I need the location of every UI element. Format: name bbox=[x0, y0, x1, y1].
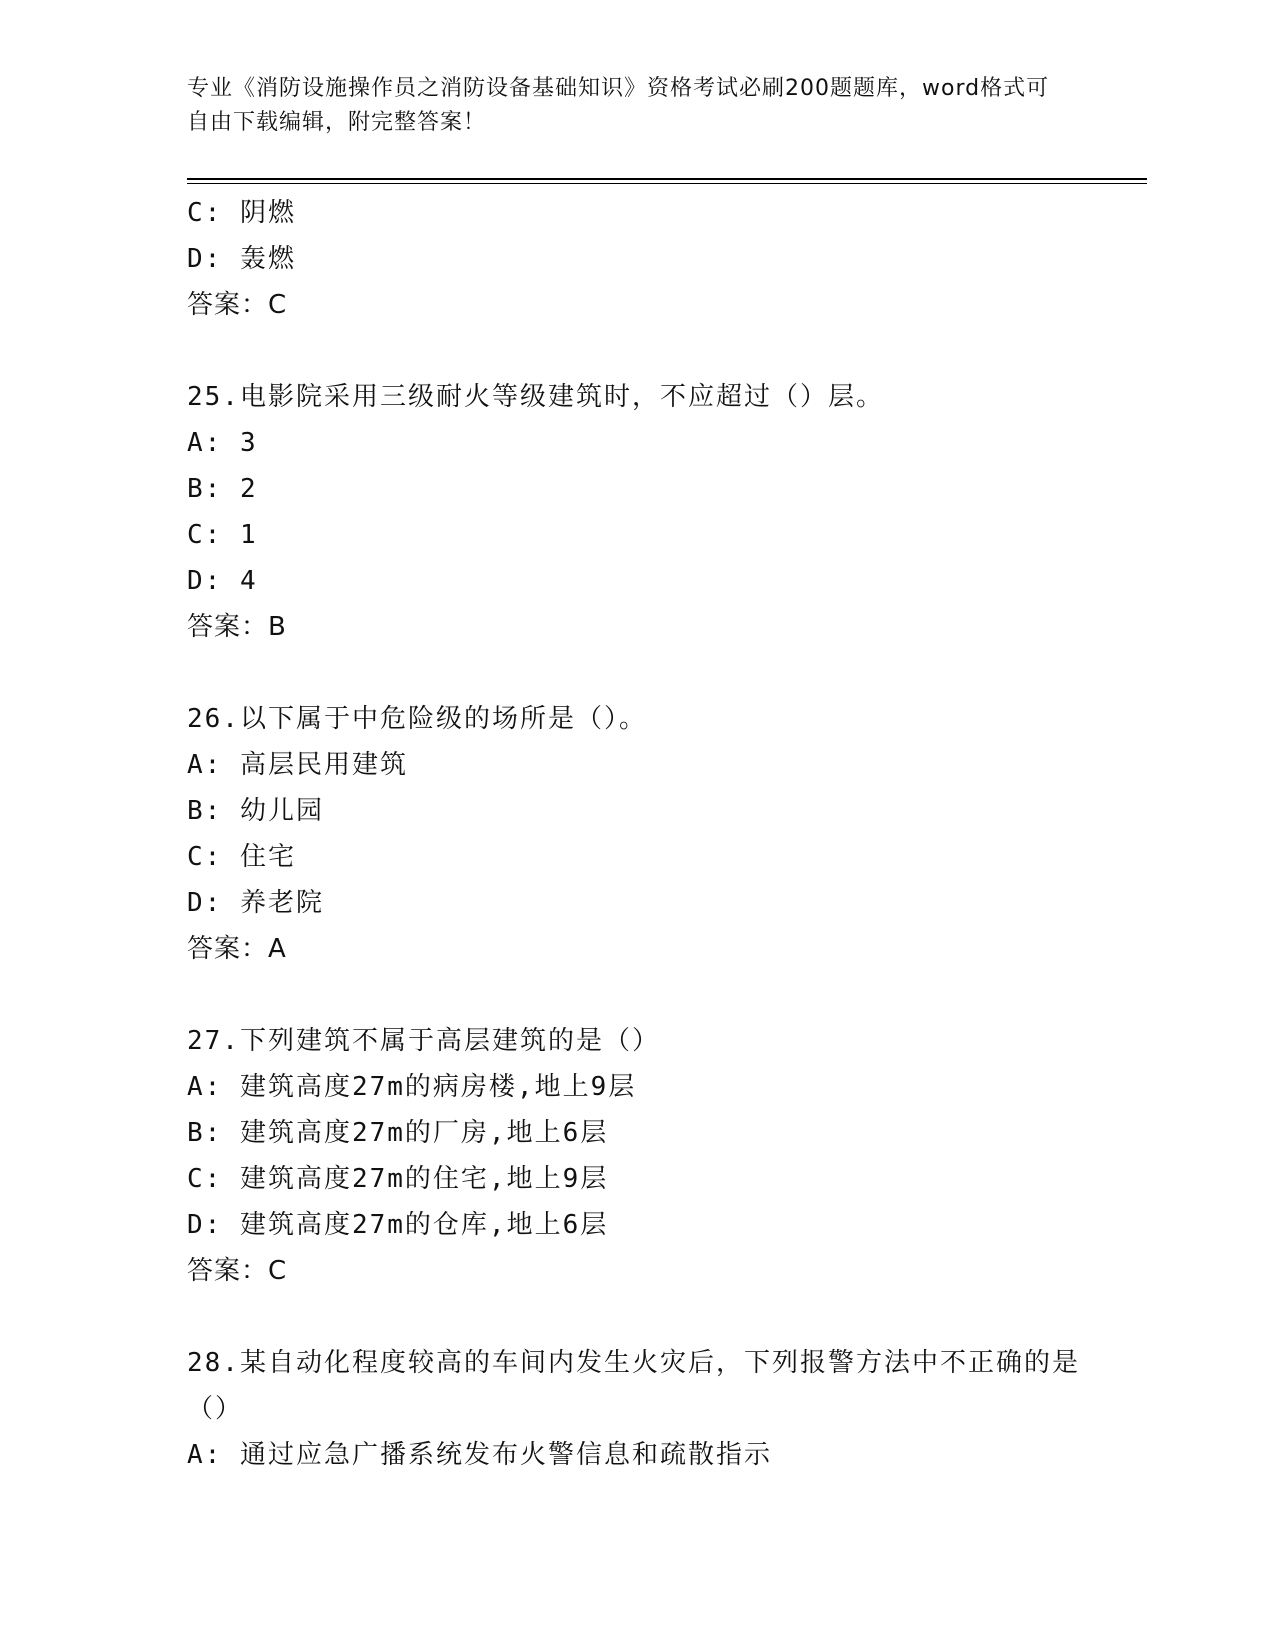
option-a: A: 建筑高度27m的病房楼,地上9层 bbox=[187, 1072, 637, 1102]
question-text: 27.下列建筑不属于高层建筑的是（） bbox=[187, 1026, 660, 1056]
option-d: D: 建筑高度27m的仓库,地上6层 bbox=[187, 1210, 609, 1240]
document-header: 专业《消防设施操作员之消防设备基础知识》资格考试必刷200题题库，word格式可自由下载编辑，附完整答案！ bbox=[187, 76, 1050, 135]
option-c: C: 1 bbox=[187, 520, 258, 550]
option-b: B: 建筑高度27m的厂房,地上6层 bbox=[187, 1118, 609, 1148]
answer: 答案：C bbox=[187, 1256, 288, 1286]
option-c: C: 阴燃 bbox=[187, 198, 296, 228]
question-28 bbox=[187, 1340, 1087, 1478]
option-c: C: 建筑高度27m的住宅,地上9层 bbox=[187, 1164, 609, 1194]
option-d: D: 4 bbox=[187, 566, 258, 596]
question-25 bbox=[187, 374, 1087, 650]
option-b: B: 2 bbox=[187, 474, 258, 504]
header-rule-thick bbox=[187, 178, 1147, 180]
option-a: A: 3 bbox=[187, 428, 258, 458]
option-d: D: 轰燃 bbox=[187, 244, 296, 274]
option-d: D: 养老院 bbox=[187, 888, 324, 918]
header-rule-thin bbox=[187, 183, 1147, 184]
question-26 bbox=[187, 696, 1087, 972]
option-b: B: 幼儿园 bbox=[187, 796, 324, 826]
question-24-tail bbox=[187, 190, 1087, 328]
question-text: 25.电影院采用三级耐火等级建筑时，不应超过（）层。 bbox=[187, 382, 884, 412]
answer: 答案：C bbox=[187, 290, 288, 320]
question-27 bbox=[187, 1018, 1087, 1294]
question-list bbox=[187, 190, 1087, 1478]
option-a: A: 高层民用建筑 bbox=[187, 750, 408, 780]
question-text: 28.某自动化程度较高的车间内发生火灾后，下列报警方法中不正确的是（） bbox=[187, 1348, 1080, 1424]
option-c: C: 住宅 bbox=[187, 842, 296, 872]
answer: 答案：A bbox=[187, 934, 287, 964]
question-text: 26.以下属于中危险级的场所是（）。 bbox=[187, 704, 647, 734]
option-a: A: 通过应急广播系统发布火警信息和疏散指示 bbox=[187, 1440, 772, 1470]
answer: 答案：B bbox=[187, 612, 287, 642]
